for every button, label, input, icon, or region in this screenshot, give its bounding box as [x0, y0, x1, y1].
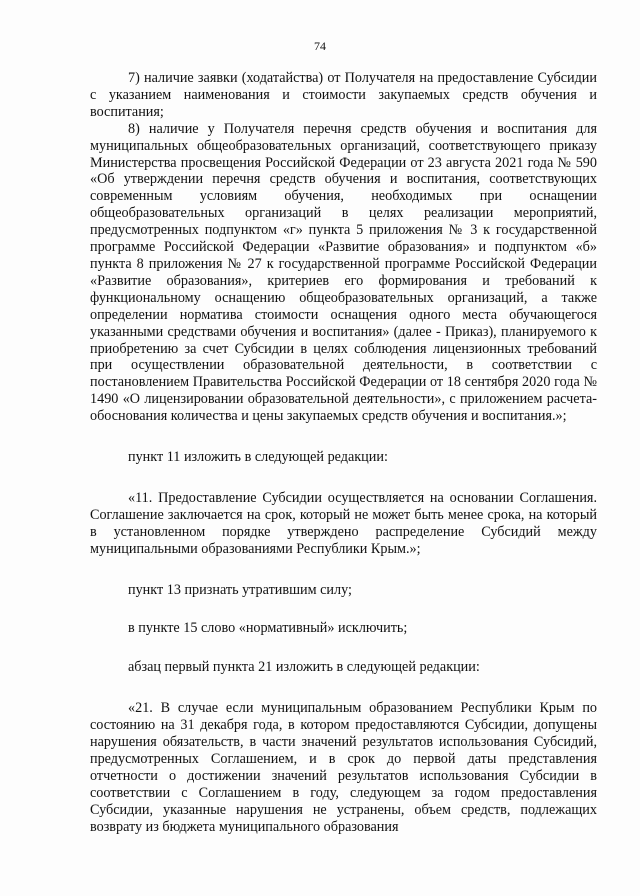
paragraph-item-7: 7) наличие заявки (ходатайства) от Получателя на предоставление Субсидии с указанием наименования и стоимости закупаемых средств обучения и воспитания; — [90, 70, 597, 120]
page-number: 74 — [314, 39, 326, 53]
document-body — [90, 70, 597, 836]
paragraph-point-11-text: «11. Предоставление Субсидии осуществляется на основании Соглашения. Соглашение заключается на срок, который не может быть менее срока, на который в установленном порядке утверждено распределение Субсидий между муниципальными образованиями Республики Крым.»; — [90, 489, 597, 557]
paragraph-point-21-text: «21. В случае если муниципальным образованием Республики Крым по состоянию на 31 декабря года, в котором предоставляются Субсидии, допущены нарушения обязательств, в части значений результатов использования Субсидий, предусмотренных Соглашением, и в срок до первой даты представления отчетности о достижении значений результатов использования Субсидии в соответствии с Соглашением в году, следующем за годом предоставления Субсидии, указанные нарушения не устранены, объем средств, подлежащих возврату из бюджета муниципального образования — [90, 700, 597, 835]
paragraph-point-13: пункт 13 признать утратившим силу; — [128, 581, 352, 598]
paragraph-point-21-instruction: абзац первый пункта 21 изложить в следующей редакции: — [128, 659, 480, 676]
paragraph-point-11-instruction: пункт 11 изложить в следующей редакции: — [128, 449, 388, 466]
paragraph-item-8: 8) наличие у Получателя перечня средств обучения и воспитания для муниципальных общеобразовательных организаций, соответствующего приказу Министерства просвещения Российской Федерации от 23 августа 2021 года № 590 «Об утверждении перечня средств обучения и воспитания, соответствующих современным условиям обучения, необходимых при оснащении общеобразовательных организаций в целях реализации мероприятий, предусмотренных подпунктом «г» пункта 5 приложения № 3 к государственной программе Российской Федерации «Развитие образования» и подпунктом «б» пункта 8 приложения № 27 к государственной программе Российской Федерации «Развитие образования», критериев его формирования и требований к функциональному оснащению общеобразовательных организаций, а также определении норматива стоимости оснащения одного места обучающегося указанными средствами обучения и воспитания» (далее - Приказ), планируемого к приобретению за счет Субсидии в целях соблюдения лицензионных требований при осуществлении образовательной деятельности, в соответствии с постановлением Правительства Российской Федерации от 18 сентября 2020 года № 1490 «О лицензировании образовательной деятельности», с приложением расчета-обоснования количества и цены закупаемых средств обучения и воспитания.»; — [90, 120, 597, 425]
paragraph-point-15: в пункте 15 слово «нормативный» исключить; — [128, 620, 408, 637]
